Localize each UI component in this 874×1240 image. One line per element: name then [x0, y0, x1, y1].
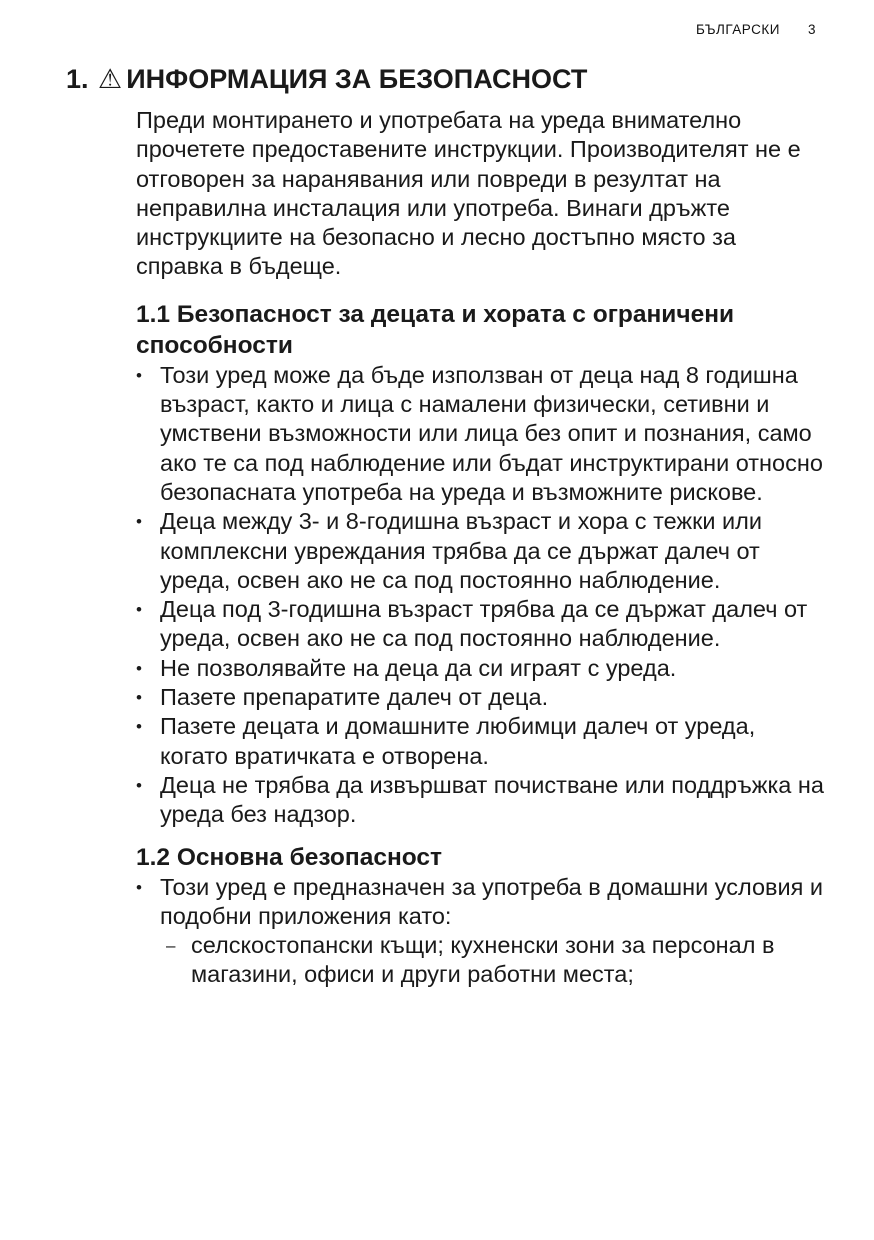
sub-list-item	[160, 931, 826, 990]
sub-list-item-text: селскостопански къщи; кухненски зони за персонал в магазини, офиси и други работни места;	[191, 932, 775, 988]
general-safety-list	[136, 873, 826, 990]
page-number: 3	[807, 22, 816, 37]
list-item-text: Деца не трябва да извършват почистване или поддръжка на уреда без надзор.	[160, 771, 824, 828]
running-header	[696, 22, 816, 37]
list-item-text: Пазете препаратите далеч от деца.	[160, 684, 549, 711]
bullet-marker: •	[136, 775, 142, 795]
list-item	[136, 771, 826, 830]
subsection-title-children-safety: 1.1 Безопасност за децата и хората с ограничени способности	[136, 300, 735, 359]
bullet-marker: •	[136, 877, 142, 897]
bullet-marker: •	[136, 717, 142, 737]
subsection-title-general-safety: 1.2 Основна безопасност	[136, 843, 443, 871]
children-safety-list	[136, 361, 826, 830]
list-item-text: Не позволявайте на деца да си играят с уреда.	[160, 654, 677, 681]
list-item-text: Този уред е предназначен за употреба в домашни условия и подобни приложения като:	[160, 873, 824, 929]
page-content	[136, 106, 826, 990]
sub-list	[160, 931, 826, 990]
bullet-marker: •	[136, 688, 142, 708]
header-language: БЪЛГАРСКИ	[695, 22, 780, 37]
list-item	[136, 654, 826, 683]
bullet-marker: •	[136, 365, 142, 385]
list-item-text: Деца под 3-годишна възраст трябва да се държат далеч от уреда, освен ако не са под постоянно наблюдение.	[160, 596, 808, 652]
list-item-text: Деца между 3- и 8-годишна възраст и хора с тежки или комплексни увреждания трябва да се държат далеч от уреда, освен ако не са под постоянно наблюдение.	[160, 508, 763, 593]
list-item	[136, 361, 826, 507]
bullet-marker: •	[136, 512, 142, 532]
dash-marker: –	[166, 936, 176, 956]
list-item	[136, 595, 826, 654]
list-item	[136, 683, 826, 712]
intro-paragraph: Преди монтирането и употребата на уреда внимателно прочетете предоставените инструкции. Производителят не е отговорен за наранявания или повреди в резултат на неправилна инсталация или употреба. Винаги дръжте инструкциите на безопасно и лесно достъпно място за справка в бъдеще.	[136, 107, 801, 280]
list-item-text: Този уред може да бъде използван от деца над 8 годишна възраст, както и лица с намалени физически, сетивни и умствени възможности или лица без опит и познания, само ако те са под наблюдение или бъдат инструктирани относно безопасната употреба на уреда и възможните рискове.	[160, 361, 823, 505]
bullet-marker: •	[136, 658, 142, 678]
bullet-marker: •	[136, 600, 142, 620]
section-title-text: ИНФОРМАЦИЯ ЗА БЕЗОПАСНОСТ	[126, 64, 588, 94]
section-title	[66, 60, 587, 98]
list-item-text: Пазете децата и домашните любимци далеч от уреда, когато вратичката е отворена.	[160, 713, 756, 769]
list-item	[136, 712, 826, 771]
warning-triangle-icon: ⚠	[98, 64, 123, 94]
section-number: 1.	[66, 64, 89, 94]
list-item	[136, 873, 826, 990]
list-item	[136, 507, 826, 595]
